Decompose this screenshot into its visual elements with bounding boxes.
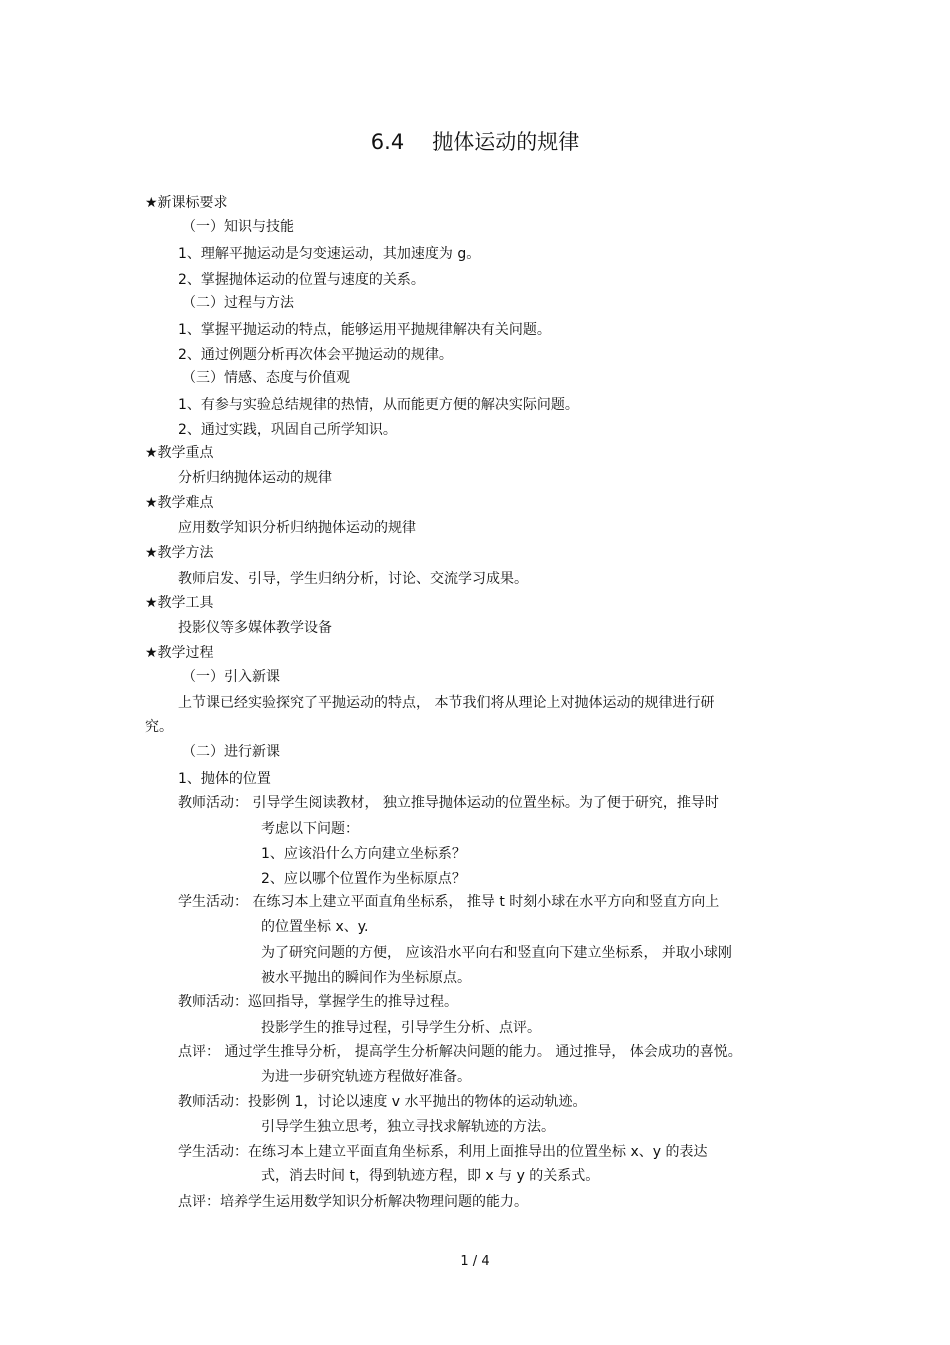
subheading-process-method: （二）过程与方法	[182, 295, 294, 311]
paragraph-continuation: 究。	[145, 719, 173, 735]
comment: 点评： 通过学生推导分析， 提高学生分析解决问题的能力。 通过推导， 体会成功的喜悦。	[178, 1044, 742, 1060]
topic-heading: 1、抛体的位置	[178, 771, 271, 787]
heading-teaching-process: ★教学过程	[145, 645, 214, 661]
comment: 点评：培养学生运用数学知识分析解决物理问题的能力。	[178, 1194, 528, 1210]
paragraph-continuation: 的位置坐标 x、y.	[261, 919, 369, 935]
subheading-intro: （一）引入新课	[182, 669, 280, 685]
paragraph-continuation: 式，消去时间 t，得到轨迹方程，即 x 与 y 的关系式。	[261, 1168, 600, 1184]
subheading-knowledge-skills: （一）知识与技能	[182, 219, 294, 235]
paragraph: 应用数学知识分析归纳抛体运动的规律	[178, 520, 416, 536]
document-title	[0, 128, 950, 156]
title-text: 抛体运动的规律	[432, 130, 580, 154]
student-activity: 学生活动：在练习本上建立平面直角坐标系，利用上面推导出的位置坐标 x、y 的表达	[178, 1144, 708, 1160]
heading-tools: ★教学工具	[145, 595, 214, 611]
heading-key-points: ★教学重点	[145, 445, 214, 461]
question-item: 1、应该沿什么方向建立坐标系？	[261, 846, 466, 862]
teacher-activity: 教师活动：投影例 1，讨论以速度 v 水平抛出的物体的运动轨迹。	[178, 1094, 587, 1110]
paragraph-continuation: 被水平抛出的瞬间作为坐标原点。	[261, 970, 471, 986]
paragraph: 教师启发、引导，学生归纳分析，讨论、交流学习成果。	[178, 571, 528, 587]
paragraph-continuation: 为进一步研究轨迹方程做好准备。	[261, 1069, 471, 1085]
list-item: 1、掌握平抛运动的特点，能够运用平抛规律解决有关问题。	[178, 322, 551, 338]
teacher-activity: 教师活动：巡回指导，掌握学生的推导过程。	[178, 994, 458, 1010]
subheading-emotion-values: （三）情感、态度与价值观	[182, 370, 350, 386]
paragraph-continuation: 引导学生独立思考，独立寻找求解轨迹的方法。	[261, 1119, 555, 1135]
section-number: 6.4	[370, 130, 405, 154]
list-item: 2、通过实践，巩固自己所学知识。	[178, 422, 397, 438]
list-item: 1、理解平抛运动是匀变速运动，其加速度为 g。	[178, 246, 481, 262]
list-item: 2、通过例题分析再次体会平抛运动的规律。	[178, 347, 453, 363]
paragraph-continuation: 投影学生的推导过程，引导学生分析、点评。	[261, 1020, 541, 1036]
teacher-activity: 教师活动： 引导学生阅读教材， 独立推导抛体运动的位置坐标。为了便于研究，推导时	[178, 795, 719, 811]
paragraph: 投影仪等多媒体教学设备	[178, 620, 332, 636]
paragraph: 上节课已经实验探究了平抛运动的特点， 本节我们将从理论上对抛体运动的规律进行研	[178, 695, 715, 711]
paragraph: 为了研究问题的方便， 应该沿水平向右和竖直向下建立坐标系， 并取小球刚	[261, 945, 732, 961]
list-item: 2、掌握抛体运动的位置与速度的关系。	[178, 272, 425, 288]
paragraph-continuation: 考虑以下问题：	[261, 821, 359, 837]
heading-methods: ★教学方法	[145, 545, 214, 561]
subheading-new-lesson: （二）进行新课	[182, 744, 280, 760]
list-item: 1、有参与实验总结规律的热情，从而能更方便的解决实际问题。	[178, 397, 579, 413]
heading-difficulties: ★教学难点	[145, 495, 214, 511]
question-item: 2、应以哪个位置作为坐标原点？	[261, 871, 466, 887]
page-number: 1 / 4	[460, 1254, 490, 1269]
paragraph: 分析归纳抛体运动的规律	[178, 470, 332, 486]
heading-new-curriculum: ★新课标要求	[145, 195, 228, 211]
student-activity: 学生活动： 在练习本上建立平面直角坐标系， 推导 t 时刻小球在水平方向和竖直方向上	[178, 894, 720, 910]
